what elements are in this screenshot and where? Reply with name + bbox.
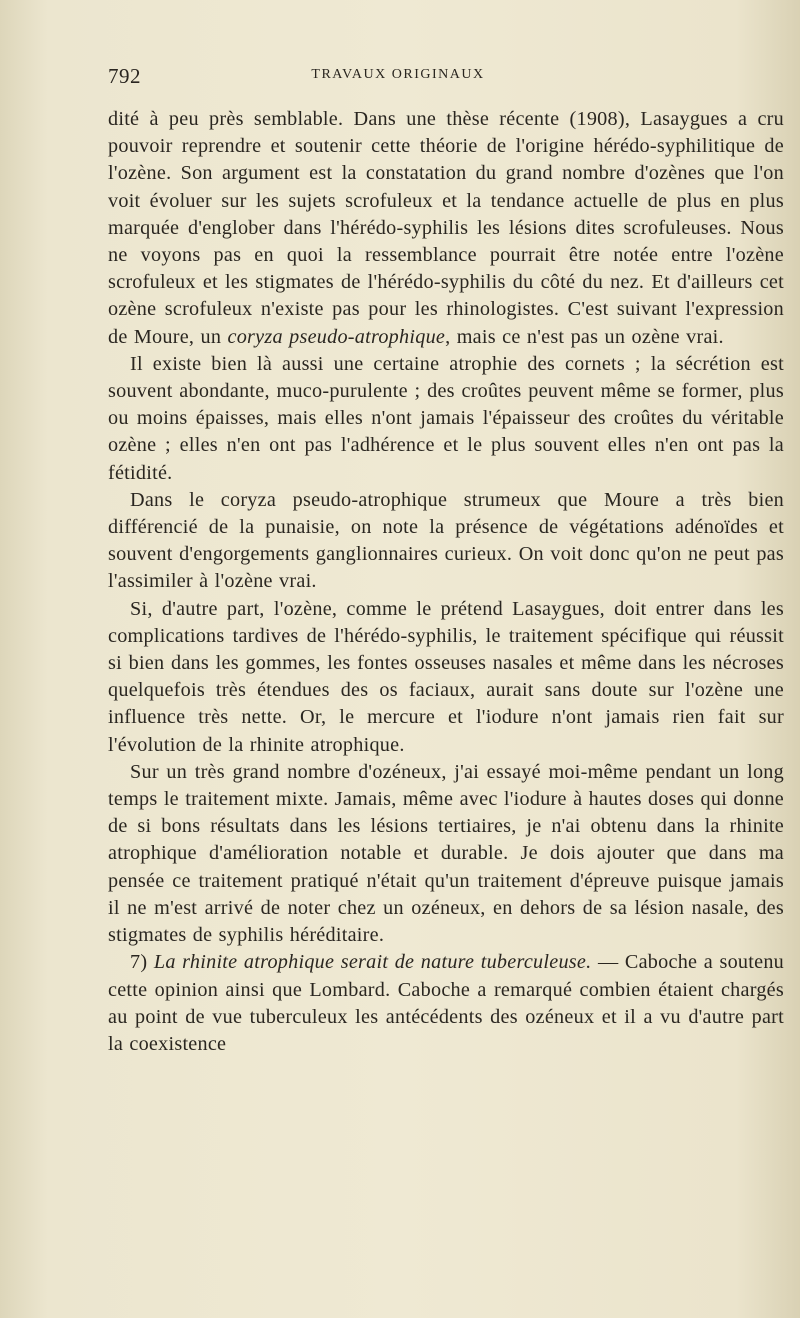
section-heading: La rhinite atrophique serait de nature tuberculeuse. [153,951,592,974]
running-head [108,64,688,88]
coryza-term: coryza pseudo-atrophique [227,325,446,348]
paragraph-2: Il existe bien là aussi une certaine atrophie des cornets ; la sécrétion est souvent abondante, muco-purulente ; des croûtes peuvent même se former, plus ou moins épaisses, mais elles n'ont jamais l'épaisseur des croûtes du véritable ozène ; elles n'en ont pas l'adhérence et le plus souvent elles n'en ont pas la fétidité. [108,352,784,484]
running-title: TRAVAUX ORIGINAUX [311,67,485,82]
paragraph-4: Si, d'autre part, l'ozène, comme le prétend Lasaygues, doit entrer dans les complications tardives de l'hérédo-syphilis, le traitement spécifique qui réussit si bien dans les gommes, les fontes osseuses nasales et même dans les nécroses quelquefois très étendues des os faciaux, aurait sans doute sur l'ozène une influence très nette. Or, le mercure et l'iodure n'ont jamais rien fait sur l'évolution de la rhinite atrophique. [108,597,784,756]
paragraph-6 [108,949,784,1058]
body-text [108,106,784,1058]
paragraph-5: Sur un très grand nombre d'ozéneux, j'ai essayé moi-même pendant un long temps le traitement mixte. Jamais, même avec l'iodure à hautes doses qui donne de si bons résultats dans les lésions tertiaires, je n'ai obtenu dans la rhinite atrophique d'amélioration notable et durable. Je dois ajouter que dans ma pensée ce traitement pratiqué n'était qu'un traitement d'épreuve puisque jamais il ne m'est arrivé de noter chez un ozéneux, en dehors de sa lésion nasale, des stigmates de syphilis héréditaire. [108,760,784,947]
paragraph-6-text: — Caboche a soutenu cette opinion ainsi que Lombard. Caboche a remarqué combien étaient chargés au point de vue tuberculeux les antécédents des ozéneux et il a vu d'autre part la coexistence [108,951,785,1055]
paragraph-3: Dans le coryza pseudo-atrophique strumeux que Moure a très bien différencié de la punaisie, on note la présence de végétations adénoïdes et souvent d'engorgements ganglionnaires curieux. On voit donc qu'on ne peut pas l'assimiler à l'ozène vrai. [108,488,784,593]
section-number: 7) [130,951,148,974]
paragraph-1 [108,106,784,351]
page-number: 792 [108,64,141,88]
paragraph-1-text: dité à peu près semblable. Dans une thèse récente (1908), Lasaygues a cru pouvoir reprendre et soutenir cette théorie de l'origine hérédo-syphilitique de l'ozène. Son argument est la constatation du grand nombre d'ozènes que l'on voit évoluer sur les sujets scrofuleux et la tendance actuelle de plus en plus marquée d'englober dans l'hérédo-syphilis les lésions dites scrofuleuses. Nous ne voyons pas en quoi la ressemblance pourrait être notée entre l'ozène scrofuleux et les stigmates de l'hérédo-syphilis du côté du nez. Et d'ailleurs cet ozène scrofuleux n'existe pas pour les rhinologistes. C'est suivant l'expression de Moure, un [108,108,784,348]
paragraph-1-end: , mais ce n'est pas un ozène vrai. [445,325,724,348]
